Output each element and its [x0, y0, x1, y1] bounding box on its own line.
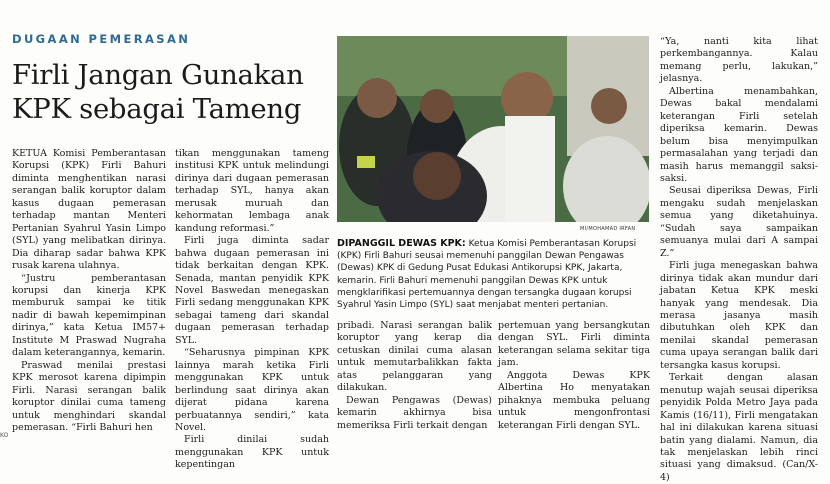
paragraph: KETUA Komisi Pemberantasan Korupsi (KPK) Firli Bahuri diminta menghentikan narasi serangan balik koruptor dalam kasus dugaan pemerasan terhadap mantan Menteri Pertanian Syahrul Yasin Limpo (SYL) yang melibatkan dirinya. Dia diharap sadar bahwa KPK rusak karena ulahnya.	[12, 148, 166, 272]
paragraph: pribadi. Narasi serangan balik koruptor yang kerap dia cetuskan dinilai cuma alasan untuk memutarbalikkan fakta atas pelanggaran yang dilakukan.	[337, 320, 492, 394]
caption-text: Ketua Komisi Pemberantasan Korupsi (KPK) Firli Bahuri seusai memenuhi panggilan Dewan Pengawas (Dewas) KPK di Gedung Pusat Edukasi Antikorupsi KPK, Jakarta, kemarin. Firli Bahuri memenuhi panggilan Dewas KPK untuk mengklarifikasi pertemuannya dengan tersangka dugaan korupsi Syahrul Yasin Limpo (SYL) saat menjabat menteri pertanian.	[337, 239, 637, 311]
article-column-1	[12, 148, 166, 434]
section-rubric: DUGAAN PEMERASAN	[12, 32, 191, 46]
paragraph: “Seharusnya pimpinan KPK lainnya marah ketika Firli menggunakan KPK untuk berlindung saat dirinya akan dijerat pidana karena perbuatannya sendiri,” kata Novel.	[175, 347, 329, 433]
paragraph: “Justru pemberantasan korupsi dan kinerja KPK memburuk sampai ke titik nadir di bawah kepemimpinan dirinya,” kata Ketua IM57+ Institute M Praswad Nugraha dalam keterangannya, kemarin.	[12, 272, 166, 359]
paragraph: Seusai diperiksa Dewas, Firli mengaku sudah menjelaskan semua yang diketahuinya. “Sudah saya sampaikan semuanya mulai dari A sampai Z.”	[660, 185, 818, 259]
paragraph: Firli juga diminta sadar bahwa dugaan pemerasan ini tidak berkaitan dengan KPK. Senada, mantan penyidik KPK Novel Baswedan menegaskan Firli sedang menggunakan KPK sebagai tameng dari skandal dugaan pemerasan terhadap SYL.	[175, 235, 329, 346]
paragraph: Firli juga menegaskan bahwa dirinya tidak akan mundur dari jabatan Ketua KPK meski hanyak yang mendesak. Dia merasa jasanya masih dibutuhkan oleh KPK dan menilai skandal pemerasan cuma upaya serangan balik dari tersangka kasus korupsi.	[660, 260, 818, 371]
paragraph: Dewan Pengawas (Dewas) kemarin akhirnya bisa memeriksa Firli terkait dengan	[337, 394, 492, 431]
article-column-3	[337, 320, 492, 432]
paragraph: Anggota Dewas KPK Albertina Ho menyatakan pihaknya membuka peluang untuk mengonfrontasi keterangan Firli dengan SYL.	[498, 369, 650, 431]
caption-lead: DIPANGGIL DEWAS KPK:	[337, 238, 466, 249]
paragraph: Firli dinilai sudah menggunakan KPK untuk kepentingan	[175, 434, 329, 471]
paragraph: “Ya, nanti kita lihat perkembangannya. Kalau memang perlu, lakukan,” jelasnya.	[660, 36, 818, 85]
crowd-photo-illustration	[337, 36, 649, 222]
headline: Firli Jangan Gunakan KPK sebagai Tameng	[12, 59, 304, 125]
photo-credit: MI/MOHAMAD IRFAN	[580, 226, 636, 232]
paragraph: tikan menggunakan tameng institusi KPK untuk melindungi dirinya dari dugaan pemerasan terhadap SYL, hanya akan merusak muruah dan kehormatan lembaga anak kandung reformasi.”	[175, 148, 329, 234]
article-column-4	[498, 320, 650, 432]
news-photo	[337, 36, 649, 222]
paragraph: pertemuan yang bersangkutan dengan SYL. Firli diminta keterangan selama sekitar tiga jam.	[498, 320, 650, 369]
paragraph: Albertina menambahkan, Dewas bakal mendalami keterangan Firli setelah diperiksa kemarin. Dewas belum bisa menyimpulkan permasalahan yang terjadi dan masih harus memanggil saksi-saksi.	[660, 85, 818, 184]
paragraph: Praswad menilai prestasi KPK merosot karena dipimpin Firli. Narasi serangan balik koruptor dinilai cuma tameng untuk menghindari skandal pemerasan. “Firli Bahuri hen	[12, 359, 166, 433]
article-column-5	[660, 36, 818, 484]
article-column-2	[175, 148, 329, 472]
photo-caption	[337, 238, 649, 311]
page-edge-text: KO	[0, 432, 9, 439]
paragraph: Terkait dengan alasan menutup wajah seusai diperiksa penyidik Polda Metro Jaya pada Kamis (16/11), Firli mengatakan hal ini dilakukan karena situasi batin yang dialami. Namun, dia tak menjelaskan lebih rinci situasi yang dimaksud. (Can/X-4)	[660, 372, 818, 483]
